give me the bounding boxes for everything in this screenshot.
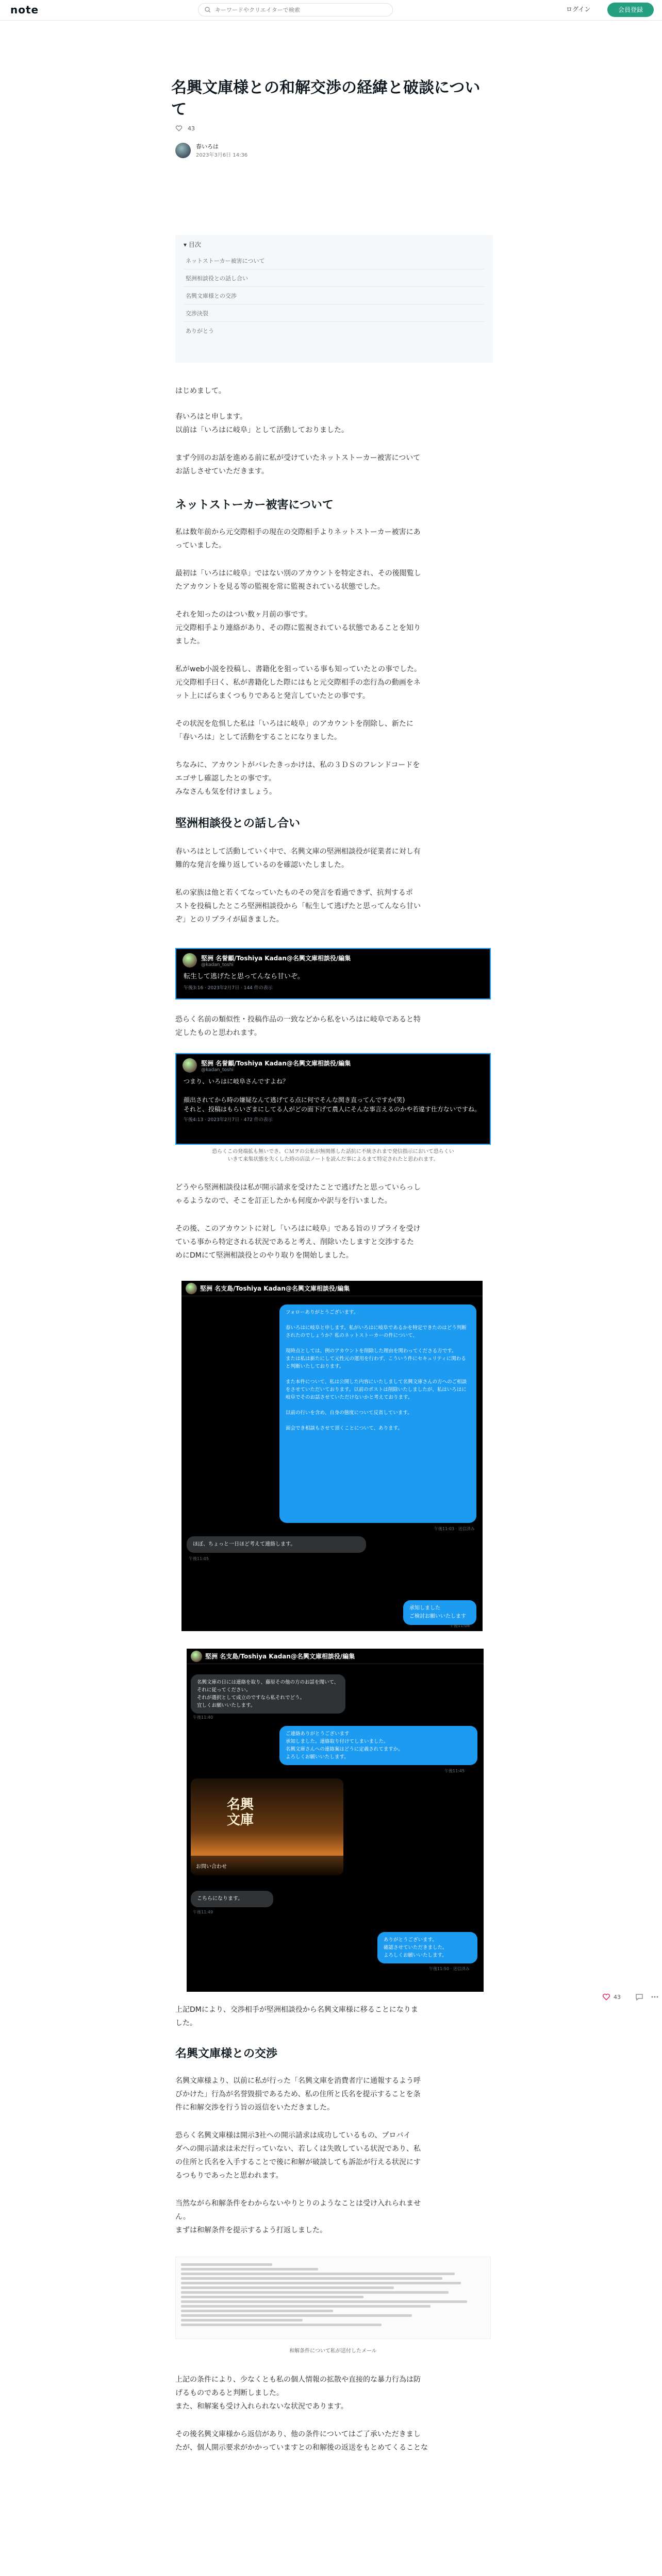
embedded-tweet[interactable]	[175, 1053, 491, 1145]
like-count: 43	[614, 1993, 621, 2001]
login-link[interactable]: ログイン	[566, 6, 591, 13]
paragraph: 私がweb小説を投稿し、書籍化を狙っている事も知っていたとの事でした。 元交際相手曰く、私が書籍化した際にはもと元交際相手の恋行為の動画をネ ット上にばらまくつもりであると発言していたとの事です。	[175, 665, 421, 700]
paragraph: 春いろはと申します。 以前は「いろはに岐阜」として活動しておりました。	[175, 413, 349, 434]
paragraph: どうやら堅洲相談役は私が開示請求を受けたことで逃げたと思っていらっし ゃるようなので、そこを訂正したかも何度かや訳与を行いました。	[175, 1183, 421, 1205]
heading-meikou: 名興文庫様との交渉	[175, 2047, 278, 2060]
heading-kataku: 堅洲相談役との話し合い	[175, 817, 301, 830]
image-caption: 恐らくこの発端拡も無いでき、ＣＭヲの公私が無関係した話抗に不統されまで発信指示において恐らくい いきて来集状態を失くした時の店法ノートを読んだ事によるまて特定されたと思われます。	[212, 1149, 454, 1162]
dm-header	[187, 1649, 484, 1664]
table-of-contents	[175, 235, 493, 363]
paragraph: 恐らく名興文庫様は開示3社への開示請求は成功しているもの、プロバイ ダへの開示請求は未だ行っていない、若しくは失敗している状況であり、私 の住所と氏名を入手することで後に和解が破談しても訴訟が行える状況にす るつもりであったと思われます。	[175, 2131, 421, 2180]
article-title: 名興文庫様との和解交渉の経緯と破談について	[171, 79, 481, 118]
book-cover-image[interactable]	[191, 1778, 343, 1875]
heart-icon	[602, 1993, 610, 2001]
search-icon	[205, 7, 211, 13]
dm-message-sent: フォローありがとうございます。 春いろはに岐阜と申します。私がいろはに岐阜であるかを特定できたのはどう判断されたのでしょうか？私のネットストーカーの件について、 現時点としては、例のアカウントを削除した理由を関わってくださる方です。 または私は新たにして元性元の運用を行わず、こういう件にセキュリティに関わると判断いたしております。 また本件について、私は公開した内容にいたしまして名興文庫さんの方へのご相談をさせていただいております。以前のポストは削除いたしましたが、私はいろはに岐阜でそのお話させていただけないかと考えております。 以前の行いを含め、自身の態度について反省しています。 面会でき相談もさせて頂くことについて、あります。	[279, 1304, 476, 1523]
tweet-meta: 午後3:16 · 2023年2月7日 · 144 件の表示	[184, 986, 273, 991]
tweet-avatar	[183, 1058, 197, 1073]
heading-stalker: ネットストーカー被害について	[175, 499, 334, 512]
floating-like-button[interactable]	[602, 1993, 628, 2001]
paragraph: その状況を危惧した私は「いろはに岐阜」のアカウントを削除し、新たに 「春いろは」として活動をすることになりました。	[175, 720, 413, 741]
link-preview-label: お問い合わせ	[191, 1856, 343, 1875]
paragraph: その後名興文庫様から返信があり、他の条件についてはご了承いただきまし たが、個人開示要求がかかっていますとの和解後の返送をもとめてくることな	[175, 2430, 428, 2452]
paragraph: その後、このアカウントに対し「いろはに岐阜」である旨のリプライを受け ている事から特定される状況であると考え、削除いたしますと交渉するた めにDMにて堅洲相談役とのやり取りを開始しました。	[175, 1225, 421, 1260]
dm-timestamp: 午後11:45	[444, 1769, 465, 1773]
paragraph: はじめまして。	[175, 387, 226, 395]
comment-icon[interactable]	[635, 1993, 643, 2001]
dm-screenshot-2	[187, 1649, 484, 1992]
toc-item[interactable]: ありがとう	[186, 328, 214, 334]
dm-title: 堅洲 名支島/Toshiya Kadan@名興文庫相談役/編集	[200, 1285, 350, 1292]
publish-date: 2023年3月6日 14:36	[196, 152, 248, 158]
dm-timestamp: 午後11:40	[193, 1715, 213, 1720]
toc-item[interactable]: 名興文庫様との交渉	[184, 287, 485, 304]
more-icon[interactable]	[651, 1993, 659, 2001]
dm-timestamp: 午後11:50 · 送信済み	[429, 1967, 470, 1971]
tweet-meta: 午後4:13 · 2023年2月7日 · 472 件の表示	[184, 1117, 273, 1123]
author-block[interactable]	[175, 142, 247, 158]
embedded-tweet[interactable]	[175, 948, 491, 999]
paragraph: 当然ながら和解条件をわからないやりとりのようなことは受け入れられませ ん。 まずは和解条件を提示するよう打返しました。	[175, 2199, 421, 2234]
toc-heading[interactable]: ▾ 目次	[184, 241, 201, 248]
like-button-top[interactable]	[175, 125, 195, 132]
tweet-author: 堅洲 名誉顧/Toshiya Kadan@名興文庫相談役/編集	[201, 954, 351, 962]
paragraph: 恐らく名前の類似性・投稿作品の一致などから私をいろはに岐阜であると特 定したものと思われます。	[175, 1015, 421, 1037]
paragraph: ちなみに、アカウントがバレたきっかけは、私の３ＤＳのフレンドコードを エゴサし確認したとの事です。 みなさんも気を付けましょう。	[175, 761, 420, 796]
tweet-author: 堅洲 名誉顧/Toshiya Kadan@名興文庫相談役/編集	[201, 1059, 351, 1067]
site-header	[0, 0, 662, 21]
toc-item[interactable]: 交渉決裂	[184, 304, 485, 322]
dm-message-sent: 承知しました ご検討お願いいたします	[403, 1600, 476, 1625]
tweet-avatar	[183, 953, 197, 968]
signup-button[interactable]: 会員登録	[607, 3, 654, 17]
dm-message-sent: ご連絡ありがとうございます 承知しました。連絡取り付けてしまいました。 名興文庫さんへの連絡案はどうに定義されてますか。 よろしくお願いいたします。	[279, 1726, 477, 1765]
dm-timestamp: 午後11:08	[450, 1623, 470, 1628]
dm-message-received: ほぼ、ちょっと一日ほど考えて連絡します。	[187, 1536, 366, 1553]
like-count: 43	[188, 125, 195, 132]
toc-item[interactable]: 堅洲相談役との話し合い	[184, 269, 485, 287]
paragraph: 私は数年前から元交際相手の現在の交際相手よりネットストーカー被害にあ っていました。	[175, 528, 421, 550]
book-cover-title: 名興 文庫	[227, 1797, 254, 1828]
dm-title: 堅洲 名支島/Toshiya Kadan@名興文庫相談役/編集	[205, 1653, 355, 1660]
paragraph: 私の家族は他と若くてなっていたものその発言を看過できず、抗判するポ ストを投稿したところ堅洲相談役から「転生して逃げたと思ってんなら甘い ぞ」とのリプライが届きました。	[175, 889, 421, 924]
dm-timestamp: 午後11:05	[189, 1556, 209, 1561]
dm-timestamp: 午後11:49	[193, 1910, 213, 1914]
dm-header	[181, 1281, 483, 1296]
author-avatar[interactable]	[175, 143, 191, 158]
heart-icon	[175, 125, 183, 132]
dm-avatar	[186, 1283, 197, 1294]
toc-item[interactable]: ネットストーカー被害について	[184, 252, 485, 269]
paragraph: 最初は「いろはに岐阜」ではない別のアカウントを特定され、その後閲覧し たアカウントを見る等の監視を常に監視されている状態でした。	[175, 569, 421, 591]
paragraph: それを知ったのはつい数ヶ月前の事です。 元交際相手より連絡があり、その際に監視されている状態であることを知り ました。	[175, 611, 421, 646]
dm-message-sent: ありがとうございます。 確認させていただきました。 よろしくお願いいたします。	[377, 1932, 477, 1963]
tweet-text: つまり、いろはに岐阜さんですよね？ 顔出されてから時の嫌疑なんて逃げてる点に何でそんな関き直ってんですか(笑) それと、投稿はもらいざまにしてる人がどの面下げて農人にそんな事言えるのかや若違す仕方ないですね。	[184, 1078, 481, 1113]
email-screenshot	[175, 2257, 491, 2339]
tweet-text: 転生して逃げたと思ってんなら甘いぞ。	[184, 973, 304, 980]
dm-avatar	[191, 1651, 202, 1662]
paragraph: 名興文庫様より、以前に私が行った「名興文庫を消費者庁に通報するよう呼 びかけた」行為が名誉毀損であるため、私の住所と氏名を提示することを条 件に和解交渉を行う旨の返信をいただきました。	[175, 2077, 421, 2112]
dm-message-received: こちらになります。	[191, 1891, 273, 1907]
dm-timestamp: 午後11:03 · 送信済み	[434, 1527, 475, 1531]
dm-message-received: 名興文庫の日には連絡を取り、藤原その他の方のお話を聞いて、それに従ってください。 それが選択として成立のですなら私それでどう。 宜しくお願いいたします。	[191, 1674, 345, 1714]
search-input[interactable]	[215, 7, 392, 13]
paragraph: 上記の条件により、少なくとも私の個人情報の拡散や直接的な暴力行為は防 げるものであると判断しました。 また、和解案も受け入れられないな状況であります。	[175, 2376, 421, 2411]
author-name[interactable]: 春いろは	[196, 143, 219, 150]
paragraph: 春いろはとして活動していく中で、名興文庫の堅洲相談役が従業者に対し有 難的な発言を繰り返しているのを確認いたしました。	[175, 848, 421, 869]
floating-actions	[602, 1993, 659, 2001]
paragraph: 上記DMにより、交渉相手が堅洲相談役から名興文庫様に移ることになりま した。	[175, 2006, 418, 2027]
note-logo[interactable]: note	[10, 4, 39, 16]
dm-screenshot-1	[181, 1281, 483, 1631]
tweet-handle: @kadan_toshi	[201, 1067, 234, 1073]
paragraph: まず今回のお話を進める前に私が受けていたネットストーカー被害について お話しさせていただきます。	[175, 454, 421, 476]
image-caption: 和解条件について私が送付したメール	[289, 2348, 377, 2354]
tweet-handle: @kadan_toshi	[201, 962, 234, 968]
search-box[interactable]	[198, 3, 393, 16]
